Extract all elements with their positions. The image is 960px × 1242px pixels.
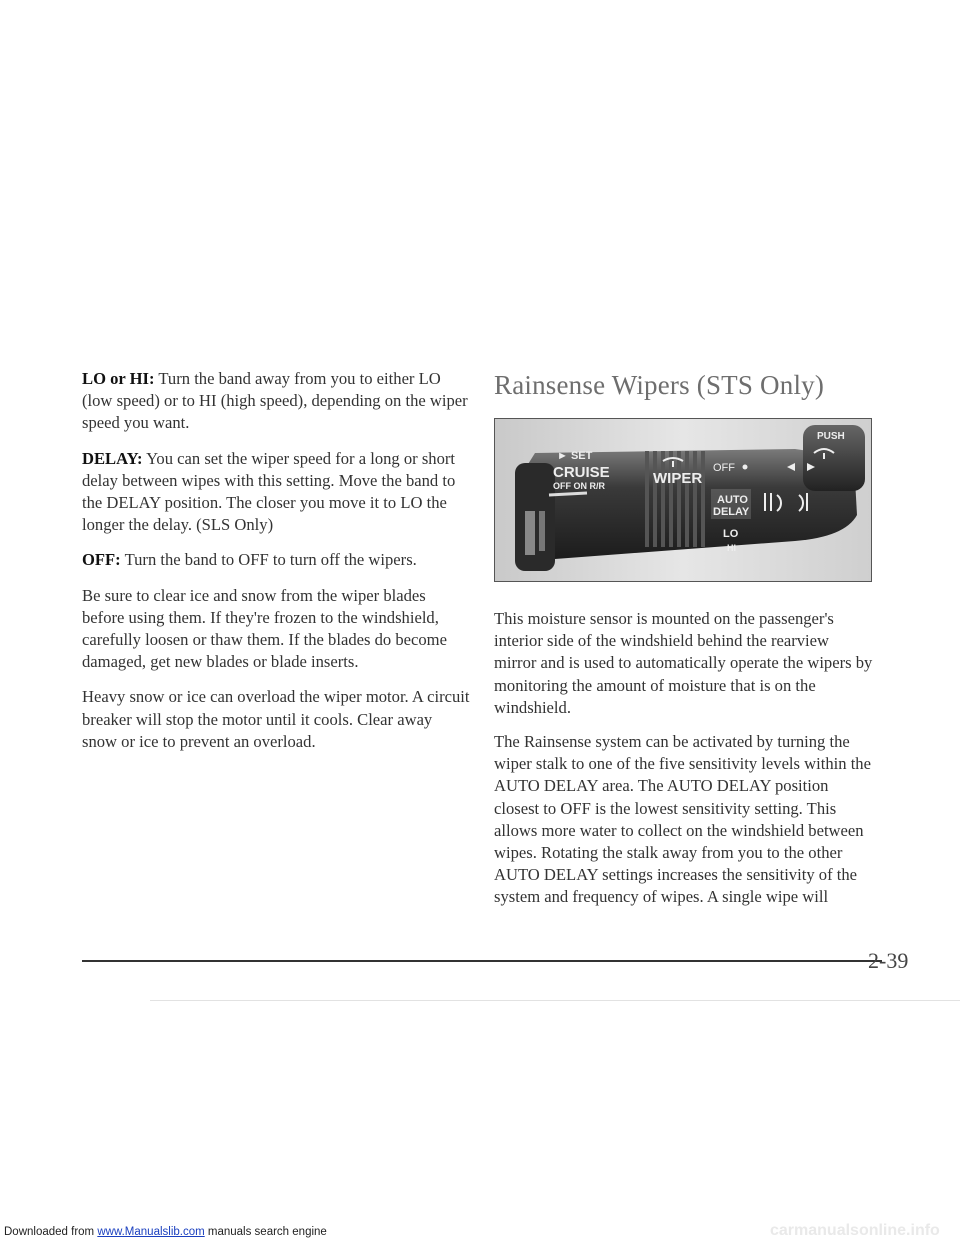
term-off: OFF: — [82, 550, 121, 570]
label-push: PUSH — [817, 431, 845, 442]
paragraph-delay — [82, 448, 470, 537]
section-heading: Rainsense Wipers (STS Only) — [494, 370, 825, 400]
label-hi: HI — [727, 543, 736, 553]
label-set: ► SET — [557, 450, 593, 462]
right-column — [494, 608, 874, 921]
wiper-stalk-illustration — [495, 419, 871, 581]
label-wiper: WIPER — [653, 470, 703, 487]
page-number: 2-39 — [868, 948, 909, 973]
label-lo: LO — [723, 528, 739, 540]
term-delay: DELAY: — [82, 448, 143, 468]
paragraph-ice-snow: Be sure to clear ice and snow from the wiper blades before using them. If they're frozen to the windshield, carefully loosen or thaw them. If the blades do become damaged, get new blades or blade inserts. — [82, 585, 447, 672]
paragraph-lo-hi — [82, 368, 470, 435]
label-auto: AUTO — [717, 494, 748, 506]
label-off: OFF — [713, 462, 735, 474]
footer-suffix: manuals search engine — [204, 1226, 327, 1238]
term-lo-hi: LO or HI: — [82, 369, 155, 388]
wiper-stalk-photo — [494, 418, 872, 582]
left-column — [82, 368, 470, 766]
paragraph-rainsense-system: The Rainsense system can be activated by turning the wiper stalk to one of the five sensitivity levels within the AUTO DELAY area. The AUTO DELAY position closest to OFF is the lowest sensitivity setting. This allows more water to collect on the windshield between wipes. Rotating the stalk away from you to the other AUTO DELAY settings increases the sensitivity of the system and frequency of wipes. A single wipe will — [494, 732, 871, 907]
label-delay: DELAY — [713, 506, 750, 518]
paragraph-off — [82, 549, 470, 571]
download-footer — [4, 1226, 327, 1238]
watermark: carmanualsonline.info — [770, 1222, 940, 1239]
text-off: Turn the band to OFF to turn off the wipers. — [120, 550, 417, 570]
footer-prefix: Downloaded from — [4, 1226, 98, 1238]
text-delay: You can set the wiper speed for a long or short delay between wipes with this setting. Move the band to the DELAY position. The closer you move it to LO the longer the delay. (SLS Only) — [82, 448, 456, 535]
faint-rule — [150, 1000, 960, 1001]
paragraph-moisture-sensor: This moisture sensor is mounted on the passenger's interior side of the windshield behind the rearview mirror and is used to automatically operate the wipers by monitoring the amount of moisture that is on the windshield. — [494, 609, 873, 717]
footer-rule — [82, 960, 882, 962]
paragraph-overload: Heavy snow or ice can overload the wiper motor. A circuit breaker will stop the motor until it cools. Clear away snow or ice to prevent an overload. — [82, 687, 470, 751]
label-cruise: CRUISE — [553, 464, 610, 481]
text-lo-hi: Turn the band away from you to either LO (low speed) or to HI (high speed), depending on the wiper speed you want. — [82, 369, 468, 433]
manualslib-link[interactable]: www.Manualslib.com — [97, 1226, 205, 1238]
label-off-on-rr: OFF ON R/R — [553, 481, 605, 491]
